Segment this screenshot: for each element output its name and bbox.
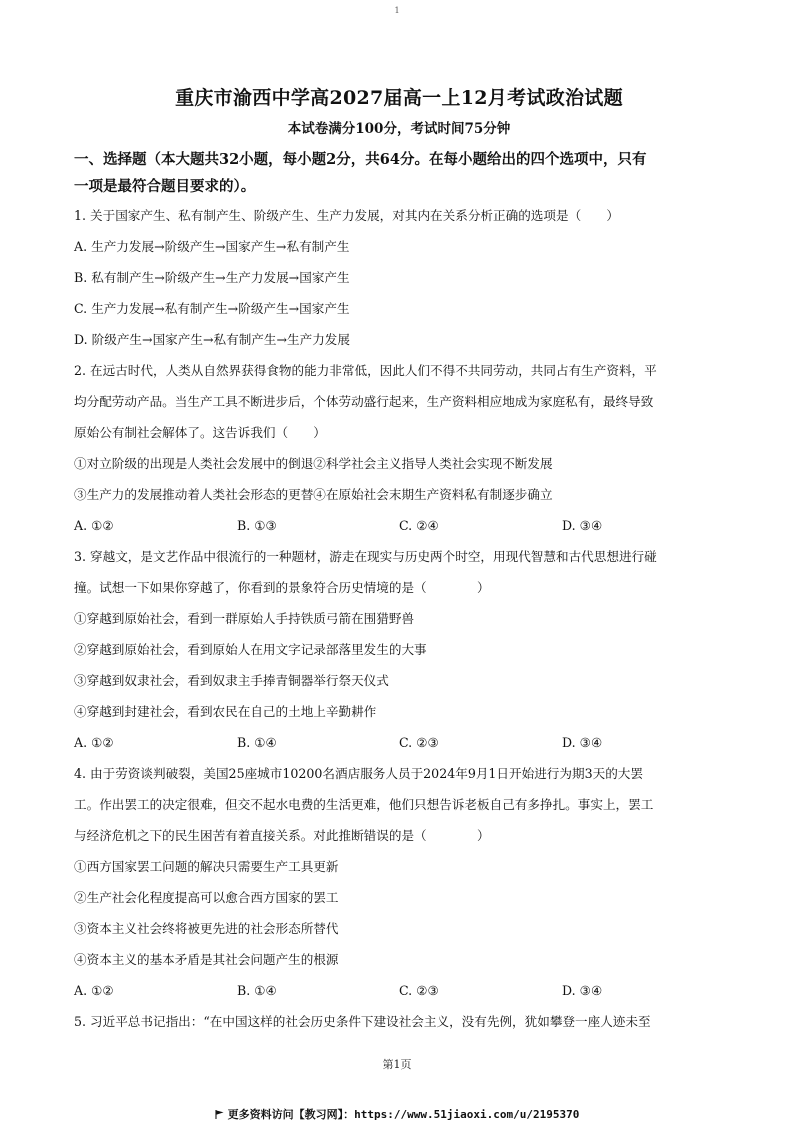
question-stem-line: 3. 穿越文，是文艺作品中很流行的一种题材，游走在现实与历史两个时空，用现代智慧和古代思想进行碰	[74, 549, 657, 564]
question-stem-line: 均分配劳动产品。当生产工具不断进步后，个体劳动盛行起来，生产资料相应地成为家庭私有，最终导致	[74, 394, 654, 409]
question-item: ③穿越到奴隶社会，看到奴隶主手捧青铜器举行祭天仪式	[74, 673, 389, 688]
flag-icon	[215, 1110, 224, 1119]
question-item: ④穿越到封建社会，看到农民在自己的土地上辛勤耕作	[74, 704, 377, 719]
answer-option[interactable]: A. ①②	[74, 735, 114, 750]
question-4	[74, 758, 724, 1006]
question-stem-line: 与经济危机之下的民生困苦有着直接关系。对此推断错误的是（ ）	[74, 828, 490, 843]
answer-options	[74, 727, 724, 758]
question-item: ②穿越到原始社会，看到原始人在用文字记录部落里发生的大事	[74, 642, 427, 657]
exam-subtitle: 本试卷满分100分，考试时间75分钟	[287, 121, 511, 137]
question-1	[74, 200, 724, 355]
section-heading	[74, 146, 724, 200]
page-top-mark: 1	[394, 6, 400, 15]
answer-option[interactable]: C. ②③	[399, 735, 439, 750]
answer-option[interactable]: D. ③④	[562, 735, 603, 750]
question-stem-line: 5. 习近平总书记指出：“在中国这样的社会历史条件下建设社会主义，没有先例，犹如攀登一座人迹未至	[74, 1014, 651, 1029]
question-item: ①穿越到原始社会，看到一群原始人手持铁质弓箭在围猎野兽	[74, 611, 415, 626]
question-5	[74, 1006, 724, 1037]
question-item: ①西方国家罢工问题的解决只需要生产工具更新	[74, 859, 339, 874]
question-stem-line: 工。作出罢工的决定很难，但交不起水电费的生活更难，他们只想告诉老板自己有多挣扎。事实上，罢工	[74, 797, 654, 812]
section-heading-line: 一、选择题（本大题共32小题，每小题2分，共64分。在每小题给出的四个选项中，只有	[74, 151, 647, 168]
exam-page	[74, 84, 724, 1037]
answer-option[interactable]: C. ②④	[399, 518, 439, 533]
answer-option[interactable]: B. ①④	[237, 983, 277, 998]
question-item: A. 生产力发展→阶级产生→国家产生→私有制产生	[74, 239, 350, 254]
answer-option[interactable]: A. ①②	[74, 518, 114, 533]
footer-link[interactable]	[0, 1106, 794, 1122]
answer-option[interactable]: D. ③④	[562, 983, 603, 998]
answer-option[interactable]: C. ②③	[399, 983, 439, 998]
question-item: ③生产力的发展推动着人类社会形态的更替④在原始社会末期生产资料私有制逐步确立	[74, 487, 553, 502]
answer-option[interactable]: B. ①③	[237, 518, 277, 533]
question-item: B. 私有制产生→阶级产生→生产力发展→国家产生	[74, 270, 350, 285]
question-stem-line: 原始公有制社会解体了。这告诉我们（ ）	[74, 425, 326, 440]
answer-option[interactable]: D. ③④	[562, 518, 603, 533]
question-item: C. 生产力发展→私有制产生→阶级产生→国家产生	[74, 301, 350, 316]
page-number: 第1页	[382, 1058, 412, 1071]
section-heading-line: 一项是最符合题目要求的）。	[74, 178, 256, 195]
question-item: D. 阶级产生→国家产生→私有制产生→生产力发展	[74, 332, 350, 347]
question-stem-line: 2. 在远古时代，人类从自然界获得食物的能力非常低，因此人们不得不共同劳动，共同占有生产资料，平	[74, 363, 657, 378]
question-item: ①对立阶级的出现是人类社会发展中的倒退②科学社会主义指导人类社会实现不断发展	[74, 456, 553, 471]
question-stem-line: 1. 关于国家产生、私有制产生、阶级产生、生产力发展，对其内在关系分析正确的选项是（ ）	[74, 208, 619, 223]
question-list	[74, 200, 724, 1037]
question-stem-line: 撞。试想一下如果你穿越了，你看到的景象符合历史情境的是（ ）	[74, 580, 490, 595]
answer-option[interactable]: A. ①②	[74, 983, 114, 998]
question-stem-line: 4. 由于劳资谈判破裂，美国25座城市10200名酒店服务人员于2024年9月1日开始进行为期3天的大罢	[74, 766, 643, 781]
question-item: ②生产社会化程度提高可以愈合西方国家的罢工	[74, 890, 339, 905]
answer-options	[74, 975, 724, 1006]
question-3	[74, 541, 724, 758]
question-item: ④资本主义的基本矛盾是其社会问题产生的根源	[74, 952, 339, 967]
answer-option[interactable]: B. ①④	[237, 735, 277, 750]
question-2	[74, 355, 724, 541]
footer-link-text[interactable]: 更多资料访问【教习网】：https://www.51jiaoxi.com/u/2195370	[227, 1108, 580, 1121]
answer-options	[74, 510, 724, 541]
question-item: ③资本主义社会终将被更先进的社会形态所替代	[74, 921, 339, 936]
exam-title: 重庆市渝西中学高2027届高一上12月考试政治试题	[175, 87, 623, 109]
